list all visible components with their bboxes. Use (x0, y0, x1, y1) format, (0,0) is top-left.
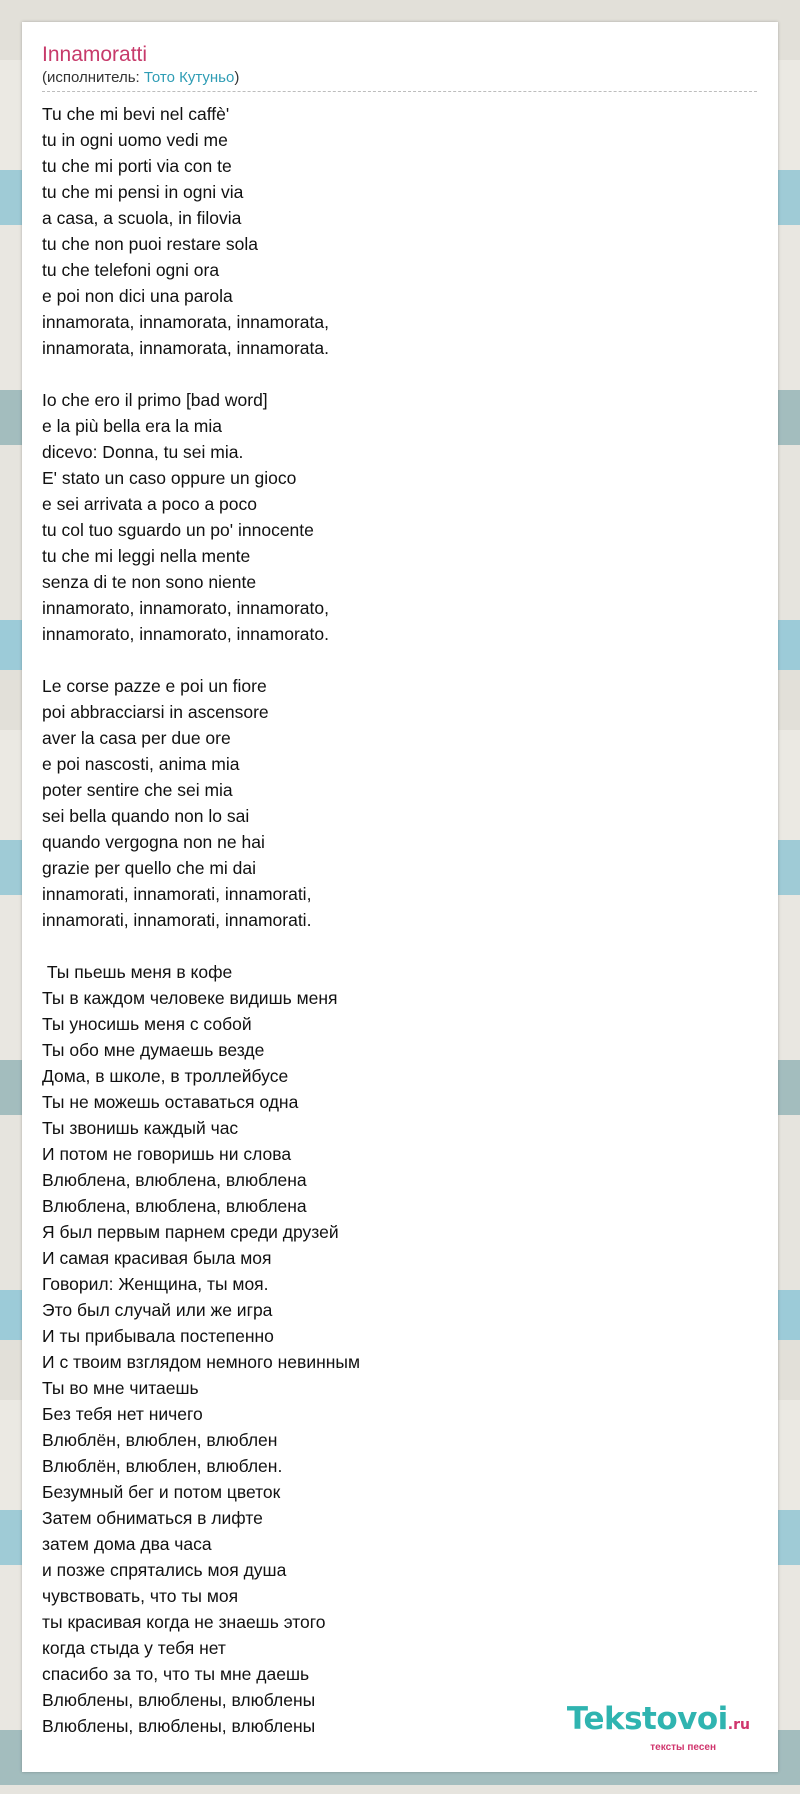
lyric-line: dicevo: Donna, tu sei mia. (42, 442, 244, 462)
lyric-line: Без тебя нет ничего (42, 1404, 203, 1424)
lyric-line: Влюблены, влюблены, влюблены (42, 1716, 316, 1736)
lyric-line: и позже спрятались моя душа (42, 1560, 287, 1580)
site-logo[interactable] (550, 1701, 750, 1753)
performer-line (42, 68, 757, 92)
lyric-line: Безумный бег и потом цветок (42, 1482, 281, 1502)
stanza-break (42, 361, 758, 387)
lyric-line: И ты прибывала постепенно (42, 1326, 274, 1346)
lyric-line: tu che telefoni ogni ora (42, 260, 220, 280)
lyric-line: tu che mi porti via con te (42, 156, 232, 176)
lyrics-card (22, 22, 778, 1772)
lyric-line: aver la casa per due ore (42, 728, 231, 748)
lyric-line: poter sentire che sei mia (42, 780, 233, 800)
lyric-line: Tu che mi bevi nel caffè' (42, 104, 230, 124)
lyric-line: innamorati, innamorati, innamorati. (42, 910, 312, 930)
stanza-break (42, 647, 758, 673)
performer-suffix: ) (234, 69, 240, 86)
lyric-line: Влюблена, влюблена, влюблена (42, 1170, 307, 1190)
lyric-line: Влюблён, влюблен, влюблен (42, 1430, 278, 1450)
lyric-line: Ты не можешь оставаться одна (42, 1092, 299, 1112)
stanza-break (42, 933, 758, 959)
lyric-line: Ты во мне читаешь (42, 1378, 199, 1398)
performer-prefix: (исполнитель: (42, 69, 144, 86)
lyric-line: tu in ogni uomo vedi me (42, 130, 228, 150)
lyric-line: senza di te non sono niente (42, 572, 257, 592)
lyric-line: Io che ero il primo [bad word] (42, 390, 268, 410)
lyric-line: Влюблены, влюблены, влюблены (42, 1690, 316, 1710)
lyric-line: innamorata, innamorata, innamorata. (42, 338, 329, 358)
lyric-line: Это был случай или же игра (42, 1300, 273, 1320)
lyric-line: e poi nascosti, anima mia (42, 754, 240, 774)
performer-link[interactable]: Тото Кутуньо (143, 69, 235, 86)
logo-tagline: тексты песен (650, 1742, 716, 1753)
lyric-line: tu che mi pensi in ogni via (42, 182, 244, 202)
lyric-line: И самая красивая была моя (42, 1248, 272, 1268)
lyric-line: e poi non dici una parola (42, 286, 233, 306)
lyric-line: a casa, a scuola, in filovia (42, 208, 242, 228)
lyric-line: чувствовать, что ты моя (42, 1586, 239, 1606)
lyric-line: спасибо за то, что ты мне даешь (42, 1664, 310, 1684)
lyric-line: quando vergogna non ne hai (42, 832, 265, 852)
lyric-line: затем дома два часа (42, 1534, 212, 1554)
lyric-line: Говорил: Женщина, ты моя. (42, 1274, 269, 1294)
lyric-line: e la più bella era la mia (42, 416, 222, 436)
lyric-line: sei bella quando non lo sai (42, 806, 250, 826)
lyric-line: innamorati, innamorati, innamorati, (42, 884, 312, 904)
lyric-line: Затем обниматься в лифте (42, 1508, 263, 1528)
logo-tld: .ru (727, 1717, 750, 1733)
lyric-line: Я был первым парнем среди друзей (42, 1222, 339, 1242)
song-title: Innamoratti (42, 43, 148, 66)
lyric-line: innamorata, innamorata, innamorata, (42, 312, 329, 332)
lyric-line: И потом не говоришь ни слова (42, 1144, 292, 1164)
lyric-line: когда стыда у тебя нет (42, 1638, 226, 1658)
lyric-line: poi abbracciarsi in ascensore (42, 702, 269, 722)
lyric-line: Ты звонишь каждый час (42, 1118, 239, 1138)
lyric-line: Влюблена, влюблена, влюблена (42, 1196, 307, 1216)
lyric-line: tu col tuo sguardo un po' innocente (42, 520, 314, 540)
lyric-line: innamorato, innamorato, innamorato. (42, 624, 329, 644)
lyric-line: И с твоим взглядом немного невинным (42, 1352, 361, 1372)
lyric-line: Ты пьешь меня в кофе (42, 962, 233, 982)
lyrics-text (42, 101, 758, 1739)
lyric-line: Ты в каждом человеке видишь меня (42, 988, 338, 1008)
logo-name: Tekstovoi (566, 1701, 728, 1737)
lyric-line: ты красивая когда не знаешь этого (42, 1612, 326, 1632)
lyric-line: Ты обо мне думаешь везде (42, 1040, 265, 1060)
lyric-line: Ты уносишь меня с собой (42, 1014, 252, 1034)
lyric-line: Влюблён, влюблен, влюблен. (42, 1456, 283, 1476)
lyric-line: grazie per quello che mi dai (42, 858, 257, 878)
logo-wordmark (550, 1702, 750, 1742)
lyric-line: e sei arrivata a poco a poco (42, 494, 257, 514)
lyric-line: Дома, в школе, в троллейбусе (42, 1066, 289, 1086)
lyric-line: tu che non puoi restare sola (42, 234, 258, 254)
lyric-line: innamorato, innamorato, innamorato, (42, 598, 329, 618)
lyric-line: Le corse pazze e poi un fiore (42, 676, 267, 696)
lyric-line: tu che mi leggi nella mente (42, 546, 251, 566)
lyric-line: E' stato un caso oppure un gioco (42, 468, 297, 488)
